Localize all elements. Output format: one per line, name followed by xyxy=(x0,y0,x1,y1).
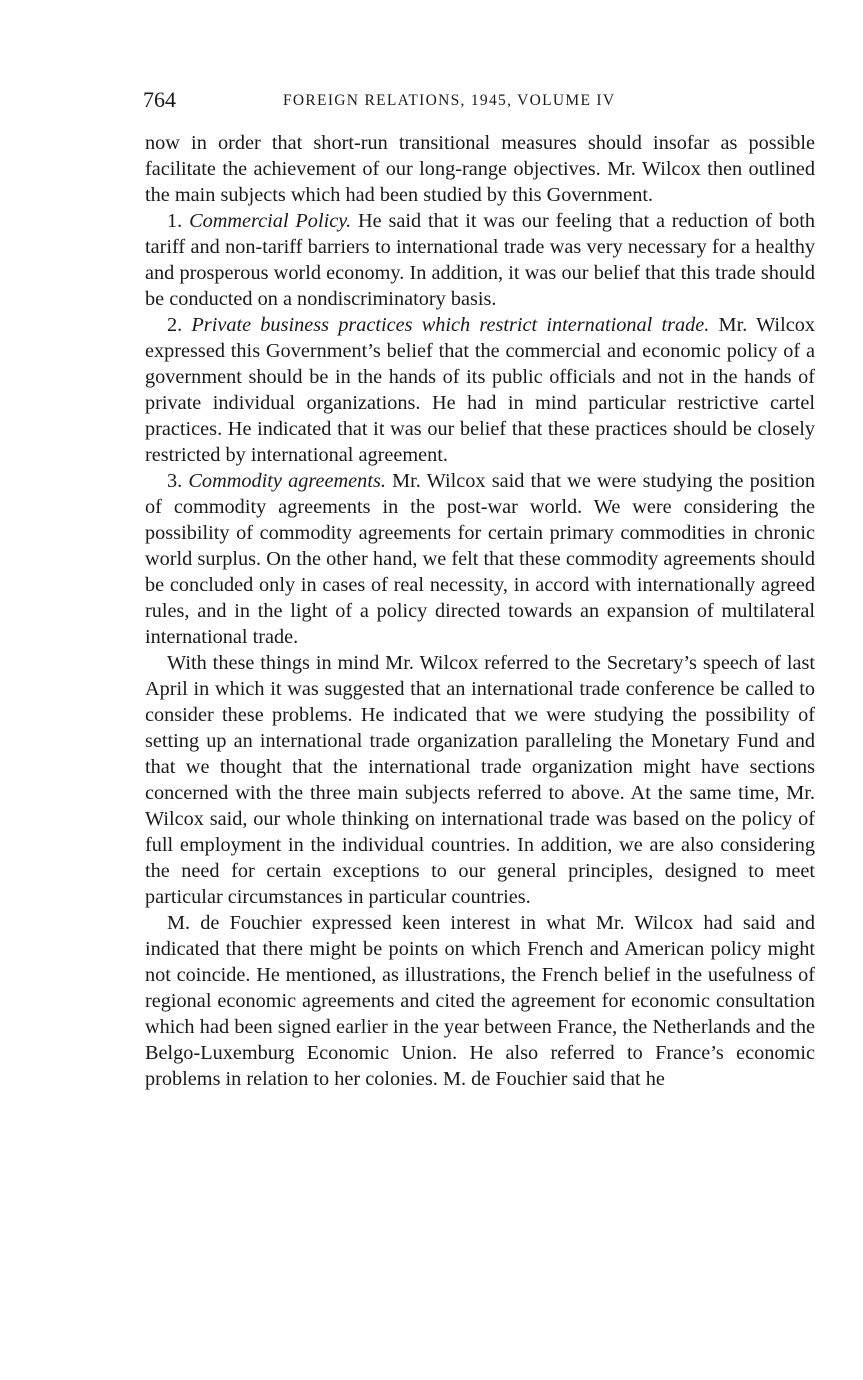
item-number: 2. xyxy=(167,314,183,336)
paragraph-text: He said that it was our feeling that a reduction of both tariff and non-tariff barriers to international trade was very necessary for a healthy and prosperous world economy. In addition, it was our belief that this trade should be conducted on a nondiscriminatory basis. xyxy=(145,210,815,310)
paragraph-continuation xyxy=(145,130,815,208)
paragraph-text: Mr. Wilcox said that we were studying the position of commodity agreements in the post-war world. We were considering the possibility of commodity agreements for certain primary commodities in chronic world surplus. On the other hand, we felt that these commodity agreements should be concluded only in cases of real necessity, in accord with internationally agreed rules, and in the light of a policy directed towards an expansion of multilateral international trade. xyxy=(145,470,815,648)
paragraph-text: M. de Fouchier expressed keen interest in what Mr. Wilcox had said and indicated that there might be points on which French and American policy might not coincide. He mentioned, as illustrations, the French belief in the usefulness of regional economic agreements and cited the agreement for economic consultation which had been signed earlier in the year between France, the Netherlands and the Belgo-Luxemburg Economic Union. He also referred to France’s economic problems in relation to her colonies. M. de Fouchier said that he xyxy=(145,912,815,1090)
paragraph-commodity-agreements xyxy=(145,468,815,650)
paragraph-text: Mr. Wilcox expressed this Government’s belief that the commercial and economic policy of a government should be in the hands of its public officials and not in the hands of private individual organizations. He had in mind particular restrictive cartel practices. He indicated that it was our belief that these practices should be closely restricted by international agreement. xyxy=(145,314,815,466)
paragraph-text: now in order that short-run transitional measures should insofar as possible facilitate the achievement of our long-range objectives. Mr. Wilcox then outlined the main subjects which had been studied by this Government. xyxy=(145,132,815,206)
topic-heading: Commercial Policy. xyxy=(189,210,352,232)
page-number: 764 xyxy=(143,87,176,112)
paragraph-text: With these things in mind Mr. Wilcox referred to the Secretary’s speech of last April in which it was suggested that an international trade conference be called to consider these problems. He indicated that we were studying the possibility of setting up an international trade organization paralleling the Monetary Fund and that we thought that the international trade organization might have sections concerned with the three main subjects referred to above. At the same time, Mr. Wilcox said, our whole thinking on international trade was based on the policy of full employment in the individual countries. In addition, we are also considering the need for certain exceptions to our general principles, designed to meet particular circumstances in particular countries. xyxy=(145,652,815,908)
item-number: 3. xyxy=(167,470,183,492)
paragraph-de-fouchier xyxy=(145,910,815,1092)
running-head: FOREIGN RELATIONS, 1945, VOLUME IV xyxy=(283,92,616,109)
topic-heading: Commodity agreements. xyxy=(188,470,386,492)
paragraph-commercial-policy xyxy=(145,208,815,312)
page-header xyxy=(143,86,816,114)
topic-heading: Private business practices which restrict international trade. xyxy=(191,314,710,336)
item-number: 1. xyxy=(167,210,183,232)
body-text xyxy=(145,130,815,1092)
paragraph-trade-conference xyxy=(145,650,815,910)
paragraph-private-business-practices xyxy=(145,312,815,468)
